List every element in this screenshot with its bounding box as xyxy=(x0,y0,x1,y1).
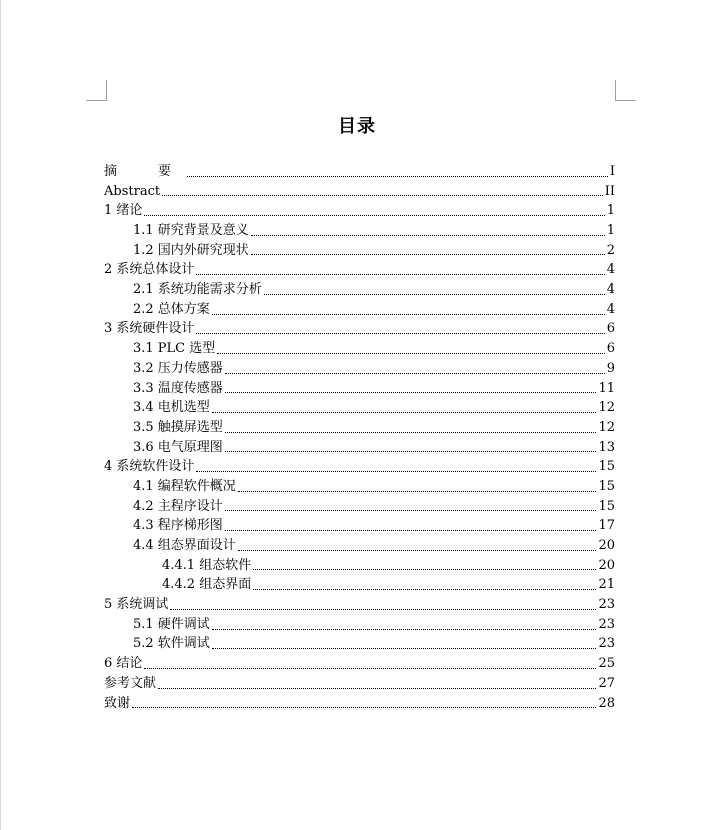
toc-entry-label: 4 系统软件设计 xyxy=(104,459,195,475)
toc-entry-page-number: II xyxy=(604,183,615,199)
toc-entry-page-number: 4 xyxy=(606,282,615,298)
toc-entry-page-number: 15 xyxy=(598,459,615,475)
toc-leader-dots xyxy=(132,707,596,708)
toc-leader-dots xyxy=(225,510,597,511)
toc-entry[interactable] xyxy=(104,182,615,202)
toc-entry-label: 5 系统调试 xyxy=(104,597,169,613)
toc-entry-label: 5.1 硬件调试 xyxy=(133,616,210,632)
toc-entry[interactable] xyxy=(104,575,615,595)
toc-entry-label: 1.1 研究背景及意义 xyxy=(133,223,249,239)
toc-entry-page-number: 20 xyxy=(598,538,615,554)
toc-entry[interactable] xyxy=(104,300,615,320)
toc-entry[interactable] xyxy=(104,280,615,300)
toc-leader-dots xyxy=(144,215,604,216)
toc-leader-dots xyxy=(196,274,604,275)
toc-entry[interactable] xyxy=(104,398,615,418)
toc-entry-label: 致谢 xyxy=(104,695,131,711)
toc-entry-page-number: 15 xyxy=(598,498,615,514)
toc-entry-page-number: 6 xyxy=(606,321,615,337)
toc-entry-label: 2 系统总体设计 xyxy=(104,262,195,278)
toc-leader-dots xyxy=(225,451,597,452)
toc-leader-dots xyxy=(212,314,605,315)
toc-entry-page-number: 2 xyxy=(606,242,615,258)
toc-leader-dots xyxy=(253,589,596,590)
toc-entry[interactable] xyxy=(104,497,615,517)
toc-entry-label: 3.6 电气原理图 xyxy=(133,439,223,455)
toc-entry-label: 4.3 程序梯形图 xyxy=(133,518,223,534)
toc-entry-label: 2.2 总体方案 xyxy=(133,301,210,317)
toc-entry-label: 3 系统硬件设计 xyxy=(104,321,195,337)
toc-leader-dots xyxy=(196,333,604,334)
toc-entry-label: 4.4.2 组态界面 xyxy=(162,577,252,593)
margin-corner-top-right xyxy=(615,80,636,101)
toc-entry-page-number: 23 xyxy=(598,616,615,632)
toc-leader-dots xyxy=(238,491,597,492)
toc-entry[interactable] xyxy=(104,635,615,655)
toc-entry[interactable] xyxy=(104,516,615,536)
toc-leader-dots xyxy=(264,294,605,295)
toc-entry[interactable] xyxy=(104,320,615,340)
toc-entry[interactable] xyxy=(104,674,615,694)
toc-entry-page-number: I xyxy=(609,163,615,179)
toc-entry[interactable] xyxy=(104,694,615,714)
toc-entry[interactable] xyxy=(104,556,615,576)
toc-entry-page-number: 1 xyxy=(606,223,615,239)
toc-leader-dots xyxy=(212,648,597,649)
toc-entry-page-number: 28 xyxy=(598,695,615,711)
toc-leader-dots xyxy=(225,432,597,433)
toc-leader-dots xyxy=(212,629,597,630)
toc-leader-dots xyxy=(158,688,596,689)
toc-entry[interactable] xyxy=(104,615,615,635)
toc-entry[interactable] xyxy=(104,201,615,221)
toc-entry-page-number: 1 xyxy=(606,203,615,219)
toc-entry-page-number: 21 xyxy=(598,577,615,593)
toc-entry[interactable] xyxy=(104,477,615,497)
toc-leader-dots xyxy=(144,668,596,669)
toc-leader-dots xyxy=(212,412,597,413)
toc-leader-dots xyxy=(251,254,605,255)
toc-entry-page-number: 15 xyxy=(598,478,615,494)
toc-entry-label: 4.4 组态界面设计 xyxy=(133,538,236,554)
toc-entry[interactable] xyxy=(104,260,615,280)
toc-entry-page-number: 6 xyxy=(606,341,615,357)
toc-entry-label: 3.3 温度传感器 xyxy=(133,380,223,396)
toc-entry[interactable] xyxy=(104,418,615,438)
toc-leader-dots xyxy=(217,353,604,354)
toc-entry[interactable] xyxy=(104,339,615,359)
toc-entry-label: 3.2 压力传感器 xyxy=(133,360,223,376)
toc-leader-dots xyxy=(187,176,608,177)
toc-entry-label: 2.1 系统功能需求分析 xyxy=(133,282,262,298)
toc-entry-label: Abstract xyxy=(104,183,161,199)
toc-leader-dots xyxy=(225,530,597,531)
toc-entry-label: 4.2 主程序设计 xyxy=(133,498,223,514)
margin-corner-top-left xyxy=(86,80,107,101)
toc-leader-dots xyxy=(253,569,596,570)
toc-leader-dots xyxy=(162,195,603,196)
toc-leader-dots xyxy=(170,609,596,610)
toc-entry-page-number: 23 xyxy=(598,636,615,652)
toc-title: 目录 xyxy=(338,116,376,137)
toc-entry[interactable] xyxy=(104,438,615,458)
toc-entry-label: 6 结论 xyxy=(104,656,143,672)
toc-leader-dots xyxy=(196,471,596,472)
toc-entry-page-number: 11 xyxy=(598,380,615,396)
toc-entry-label: 3.4 电机选型 xyxy=(133,400,210,416)
toc-entry-page-number: 27 xyxy=(598,675,615,691)
toc-entry-page-number: 13 xyxy=(598,439,615,455)
toc-leader-dots xyxy=(225,392,597,393)
toc-entry-label: 1 绪论 xyxy=(104,203,143,219)
toc-entry-label: 参考文献 xyxy=(104,675,157,691)
table-of-contents xyxy=(104,162,615,713)
toc-entry-page-number: 23 xyxy=(598,597,615,613)
toc-entry-page-number: 4 xyxy=(606,301,615,317)
toc-entry-label: 3.5 触摸屏选型 xyxy=(133,419,223,435)
toc-leader-dots xyxy=(238,550,597,551)
toc-entry-label: 4.1 编程软件概况 xyxy=(133,478,236,494)
toc-entry-page-number: 12 xyxy=(598,419,615,435)
toc-entry-page-number: 12 xyxy=(598,400,615,416)
toc-entry[interactable] xyxy=(104,595,615,615)
toc-entry-page-number: 20 xyxy=(598,557,615,573)
toc-entry-label: 3.1 PLC 选型 xyxy=(133,341,216,357)
toc-entry-page-number: 17 xyxy=(598,518,615,534)
toc-entry[interactable] xyxy=(104,359,615,379)
toc-entry[interactable] xyxy=(104,241,615,261)
toc-entry[interactable] xyxy=(104,457,615,477)
toc-entry-label: 摘 要 xyxy=(104,163,186,179)
toc-entry-label: 1.2 国内外研究现状 xyxy=(133,242,249,258)
toc-leader-dots xyxy=(225,373,605,374)
toc-entry[interactable] xyxy=(104,379,615,399)
toc-entry-page-number: 9 xyxy=(606,360,615,376)
toc-entry[interactable] xyxy=(104,221,615,241)
toc-entry-page-number: 4 xyxy=(606,262,615,278)
toc-entry[interactable] xyxy=(104,162,615,182)
toc-entry[interactable] xyxy=(104,536,615,556)
toc-entry[interactable] xyxy=(104,654,615,674)
toc-leader-dots xyxy=(251,235,605,236)
toc-entry-label: 5.2 软件调试 xyxy=(133,636,210,652)
toc-entry-page-number: 25 xyxy=(598,656,615,672)
toc-entry-label: 4.4.1 组态软件 xyxy=(162,557,252,573)
